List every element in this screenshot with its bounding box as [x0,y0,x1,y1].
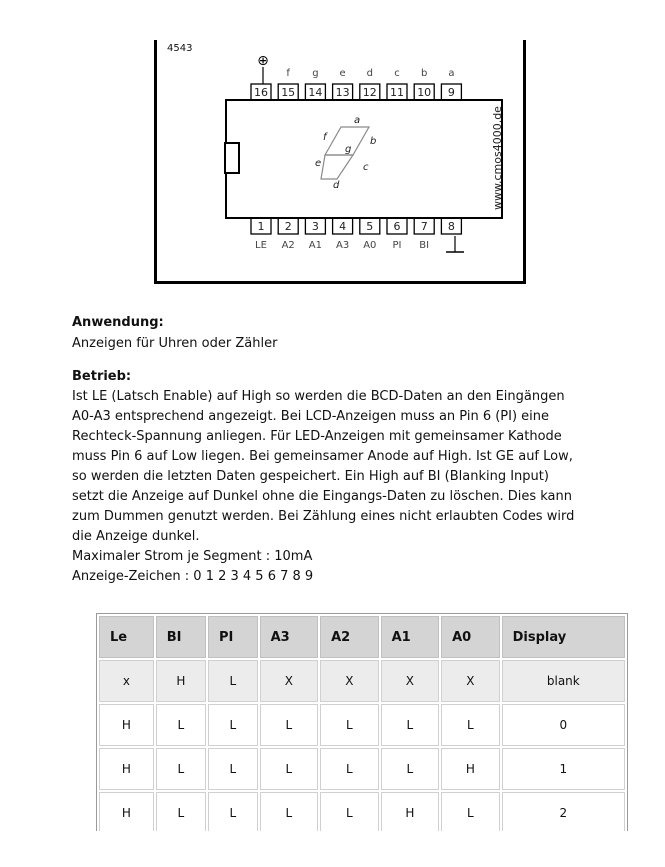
bottom-pins [251,218,461,251]
table-cell: L [208,704,258,746]
betrieb-line: Rechteck-Spannung anliegen. Für LED-Anzeigen mit gemeinsamer Kathode [72,429,562,444]
table-cell: L [156,792,206,834]
table-cell: L [441,792,500,834]
pin-number: 13 [335,86,350,99]
pin-number: 3 [311,220,319,233]
pin-number: 6 [393,220,401,233]
table-cell: L [208,660,258,702]
pin-number: 2 [284,220,292,233]
top-pins [251,68,461,100]
pin-signal-label: PI [392,240,402,251]
table-cell: 1 [502,748,625,790]
table-cell: H [381,792,440,834]
table-cell: H [441,748,500,790]
segment-label-e: e [315,158,322,169]
pin-signal-label: A1 [308,240,323,251]
betrieb-line: muss Pin 6 auf Low liegen. Bei gemeinsamer Anode auf High. Ist GE auf Low, [72,449,573,464]
table-cell: L [260,792,319,834]
url-label: www.cmos4000.de [491,106,504,210]
table-cell: L [381,704,440,746]
table-cell: X [441,660,500,702]
pin-signal-label: BI [419,240,430,251]
table-cell: L [208,792,258,834]
pin-signal-label: LE [255,240,267,251]
table-cell: 2 [502,792,625,834]
table-cell: L [156,704,206,746]
pin-signal-label: g [312,68,319,79]
betrieb-line: Ist LE (Latsch Enable) auf High so werden die BCD-Daten an den Eingängen [72,389,565,404]
pinout-diagram [154,40,526,284]
column-header: PI [208,616,258,658]
pin-signal-label: A2 [281,240,295,251]
table-cell: x [99,660,154,702]
segment-label-a: a [354,115,361,126]
pin-signal-label: A3 [335,240,350,251]
segment-label-g: g [345,144,352,155]
column-header: A3 [260,616,319,658]
pin-signal-label: e [339,68,346,79]
pin-signal-label: a [448,68,455,79]
segment-label-f: f [323,132,327,143]
table-cell: L [320,792,379,834]
table-cell: 0 [502,704,625,746]
pin-signal-label: d [366,68,373,79]
table-cell: blank [502,660,625,702]
pin-number: 8 [447,220,455,233]
table-row [99,748,625,790]
pin-number: 5 [366,220,374,233]
table-cell: L [320,704,379,746]
chip-notch [225,143,239,173]
betrieb-line: so werden die letzten Daten gespeichert. Ein High auf BI (Blanking Input) [72,469,549,484]
pin-number: 4 [339,220,347,233]
pin-number: 16 [254,86,268,99]
pin-signal-label: A0 [363,240,377,251]
table-row [99,704,625,746]
table-cell: H [156,660,206,702]
column-header: Display [502,616,625,658]
segment-label-d: d [333,180,340,191]
betrieb-line: die Anzeige dunkel. [72,529,200,544]
table-cell: L [156,748,206,790]
table-header-row [99,616,625,658]
column-header: A2 [320,616,379,658]
pin-number: 15 [281,86,296,99]
column-header: BI [156,616,206,658]
pin-number: 10 [417,86,432,99]
betrieb-heading: Betrieb: [72,369,132,384]
table-cell: H [99,748,154,790]
column-header: A1 [381,616,440,658]
table-cell: H [99,704,154,746]
truth-table [96,613,628,837]
betrieb-line: zum Dummen genutzt werden. Bei Zählung eines nicht erlaubten Codes wird [72,509,575,524]
table-row [99,792,625,834]
pin-signal-label: c [394,68,400,79]
segment-label-b: b [370,136,377,147]
segment-label-c: c [363,162,369,173]
pin-number: 7 [420,220,428,233]
table-cell: L [441,704,500,746]
pin-number: 1 [257,220,265,233]
pin-signal-label: b [421,68,428,79]
vcc-icon: ⊕ [257,53,269,69]
betrieb-line: A0-A3 entsprechend angezeigt. Bei LCD-Anzeigen muss an Pin 6 (PI) eine [72,409,550,424]
table-cell: L [260,748,319,790]
betrieb-text [72,387,632,587]
column-header: Le [99,616,154,658]
chip-body [226,100,502,218]
pin-signal-label: f [286,68,290,79]
table-cell: X [320,660,379,702]
table-cell: H [99,792,154,834]
column-header: A0 [441,616,500,658]
betrieb-line: setzt die Anzeige auf Dunkel ohne die Eingangs-Daten zu löschen. Dies kann [72,489,573,504]
anwendung-heading: Anwendung: [72,315,164,330]
table-cell: L [381,748,440,790]
page-bottom-edge [0,831,665,867]
pin-number: 11 [390,86,404,99]
anwendung-text: Anzeigen für Uhren oder Zähler [72,336,278,351]
pin-number: 9 [447,86,455,99]
pinout-svg [157,40,523,281]
max-current-line: Maximaler Strom je Segment : 10mA [72,549,313,564]
table-cell: L [208,748,258,790]
table-cell: X [260,660,319,702]
display-chars-line: Anzeige-Zeichen : 0 1 2 3 4 5 6 7 8 9 [72,569,314,584]
table-cell: X [381,660,440,702]
chip-id: 4543 [167,43,193,54]
pin-number: 14 [308,86,323,99]
table-cell: L [260,704,319,746]
table-row [99,660,625,702]
pin-number: 12 [362,86,377,99]
table-cell: L [320,748,379,790]
